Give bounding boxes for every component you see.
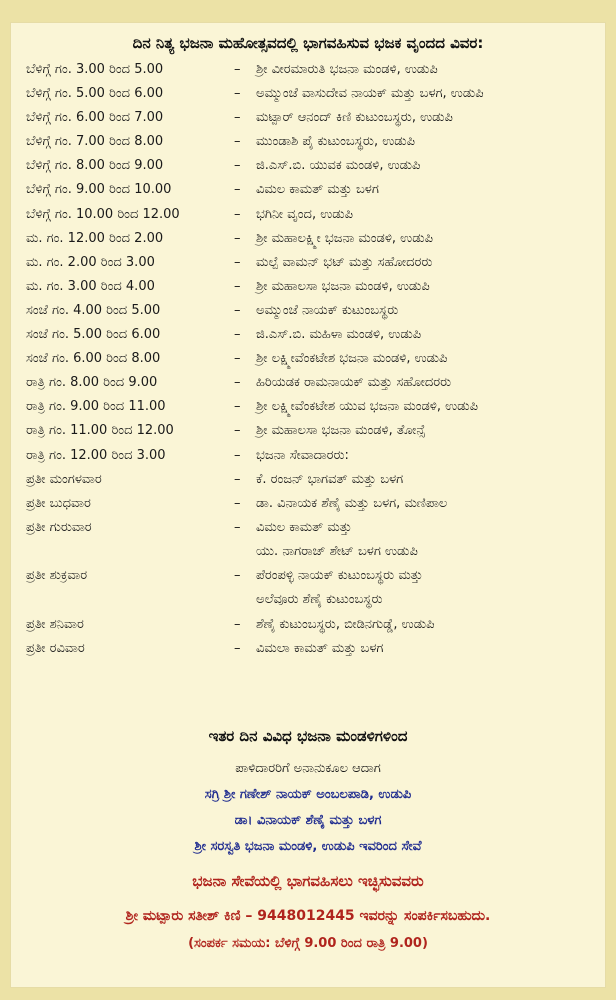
schedule-row bbox=[26, 639, 616, 663]
bhajan-group: ಮಟ್ಪಾರ್ ಆನಂದ್ ಕಿಣಿ ಕುಟುಂಬಸ್ಥರು, ಉಡುಪಿ bbox=[256, 110, 453, 126]
bhajan-group: ಜಿ.ಎಸ್.ಬಿ. ಮಹಿಳಾ ಮಂಡಳಿ, ಉಡುಪಿ bbox=[256, 327, 422, 343]
schedule-row bbox=[26, 205, 616, 229]
bhajan-group: ಶ್ರೀ ಮಹಾಲಕ್ಷ್ಮೀ ಭಜನಾ ಮಂಡಳಿ, ಉಡುಪಿ bbox=[256, 230, 433, 246]
schedule-row bbox=[26, 373, 616, 397]
time-slot: ರಾತ್ರಿ ಗಂ. 12.00 ರಿಂದ 3.00 bbox=[26, 447, 166, 463]
separator-dash: – bbox=[234, 182, 241, 198]
schedule-row bbox=[26, 325, 616, 349]
schedule-row bbox=[26, 108, 616, 132]
time-slot: ಬೆಳಿಗ್ಗೆ ಗಂ. 6.00 ರಿಂದ 7.00 bbox=[26, 110, 164, 126]
schedule-row bbox=[26, 421, 616, 445]
bhajan-group: ವಿಮಲಾ ಕಾಮತ್ ಮತ್ತು ಬಳಗ bbox=[256, 640, 384, 656]
bhajan-group: ಶೆಣೈ ಕುಟುಂಬಸ್ಥರು, ಬೀಡಿನಗುಡ್ಡೆ, ಉಡುಪಿ bbox=[256, 616, 435, 632]
separator-dash: – bbox=[234, 110, 241, 126]
bhajan-group: ಪೆರಂಪಳ್ಳಿ ನಾಯಕ್ ಕುಟುಂಬಸ್ಥರು ಮತ್ತು bbox=[256, 568, 423, 584]
schedule-row bbox=[26, 253, 616, 277]
time-slot: ಸಂಜೆ ಗಂ. 4.00 ರಿಂದ 5.00 bbox=[26, 302, 161, 318]
separator-dash: – bbox=[234, 302, 241, 318]
substitute-name-2: ಡಾ। ವಿನಾಯಕ್ ಶೆಣೈ ಮತ್ತು ಬಳಗ bbox=[234, 813, 382, 828]
separator-dash: – bbox=[234, 640, 241, 656]
schedule-row bbox=[26, 470, 616, 494]
page-title: ದಿನ ನಿತ್ಯ ಭಜನಾ ಮಹೋತ್ಸವದಲ್ಲಿ ಭಾಗವಹಿಸುವ ಭಜಕ ವೃಂದದ ವಿವರ: bbox=[132, 34, 484, 52]
separator-dash: – bbox=[234, 375, 241, 391]
bhajan-group: ಅಮ್ಮುಂಜೆ ನಾಯಕ್ ಕುಟುಂಬಸ್ಥರು bbox=[256, 302, 399, 318]
time-slot: ಬೆಳಿಗ್ಗೆ ಗಂ. 10.00 ರಿಂದ 12.00 bbox=[26, 206, 180, 222]
time-slot: ಪ್ರತೀ ಗುರುವಾರ bbox=[26, 519, 92, 535]
schedule-row bbox=[26, 84, 616, 108]
separator-dash: – bbox=[234, 62, 241, 77]
bhajan-group: ಡಾ. ವಿನಾಯಕ ಶೆಣೈ ಮತ್ತು ಬಳಗ, ಮಣಿಪಾಲ bbox=[256, 495, 448, 511]
time-slot: ಬೆಳಿಗ್ಗೆ ಗಂ. 9.00 ರಿಂದ 10.00 bbox=[26, 182, 172, 198]
bhajan-group-continued: ಅಲೆವೂರು ಶೆಣೈ ಕುಟುಂಬಸ್ಥರು bbox=[256, 592, 383, 608]
separator-dash: – bbox=[234, 447, 241, 463]
separator-dash: – bbox=[234, 471, 241, 487]
separator-dash: – bbox=[234, 254, 241, 270]
time-slot: ಪ್ರತೀ ಮಂಗಳವಾರ bbox=[26, 471, 102, 487]
time-slot: ಮ. ಗಂ. 2.00 ರಿಂದ 3.00 bbox=[26, 254, 155, 270]
schedule-row bbox=[26, 132, 616, 156]
separator-dash: – bbox=[234, 423, 241, 439]
schedule-row bbox=[26, 397, 616, 421]
separator-dash: – bbox=[234, 519, 241, 535]
separator-dash: – bbox=[234, 495, 241, 511]
schedule-row bbox=[26, 615, 616, 639]
separator-dash: – bbox=[234, 230, 241, 246]
bhajan-group: ಅಮ್ಮುಂಜೆ ವಾಸುದೇವ ನಾಯಕ್ ಮತ್ತು ಬಳಗ, ಉಡುಪಿ bbox=[256, 86, 484, 102]
time-slot: ಸಂಜೆ ಗಂ. 5.00 ರಿಂದ 6.00 bbox=[26, 327, 161, 343]
bhajan-group: ವಿಮಲ ಕಾಮತ್ ಮತ್ತು ಬಳಗ bbox=[256, 182, 379, 198]
substitute-note: ಪಾಳಿದಾರರಿಗೆ ಅನಾನುಕೂಲ ಆದಾಗ bbox=[235, 761, 381, 776]
bhajan-group: ಭಜನಾ ಸೇವಾದಾರರು: bbox=[256, 447, 349, 463]
time-slot: ಮ. ಗಂ. 12.00 ರಿಂದ 2.00 bbox=[26, 230, 164, 246]
substitute-name-1: ಸಗ್ರಿ ಶ್ರೀ ಗಣೇಶ್ ನಾಯಕ್ ಅಂಬಲಪಾಡಿ, ಉಡುಪಿ bbox=[204, 787, 412, 802]
time-slot: ಸಂಜೆ ಗಂ. 6.00 ರಿಂದ 8.00 bbox=[26, 351, 161, 367]
schedule-list bbox=[26, 60, 616, 663]
separator-dash: – bbox=[234, 616, 241, 632]
separator-dash: – bbox=[234, 134, 241, 150]
bhajan-group: ವಿಮಲ ಕಾಮತ್ ಮತ್ತು bbox=[256, 519, 352, 535]
bhajan-group: ಶ್ರೀ ಲಕ್ಷ್ಮೀವೆಂಕಟೇಶ ಯುವ ಭಜನಾ ಮಂಡಳಿ, ಉಡುಪಿ bbox=[256, 399, 478, 415]
schedule-row bbox=[26, 446, 616, 470]
time-slot: ಪ್ರತೀ ಶುಕ್ರವಾರ bbox=[26, 568, 88, 584]
schedule-row bbox=[26, 518, 616, 567]
bhajan-group: ಶ್ರೀ ವೀರಮಾರುತಿ ಭಜನಾ ಮಂಡಳಿ, ಉಡುಪಿ bbox=[256, 62, 438, 77]
schedule-row bbox=[26, 349, 616, 373]
other-days-heading: ಇತರ ದಿನ ವಿವಿಧ ಭಜನಾ ಮಂಡಳಿಗಳಿಂದ bbox=[208, 727, 408, 745]
separator-dash: – bbox=[234, 568, 241, 584]
bhajan-group: ಶ್ರೀ ಮಹಾಲಸಾ ಭಜನಾ ಮಂಡಳಿ, ಉಡುಪಿ bbox=[256, 278, 430, 294]
schedule-row bbox=[26, 229, 616, 253]
bhajan-group-continued: ಯು. ನಾಗರಾಜ್ ಶೇಟ್ ಬಳಗ ಉಡುಪಿ bbox=[256, 543, 418, 559]
bhajan-group: ಶ್ರೀ ಮಹಾಲಸಾ ಭಜನಾ ಮಂಡಳಿ, ತೋನ್ಸೆ bbox=[256, 423, 426, 439]
bhajan-group: ಶ್ರೀ ಲಕ್ಷ್ಮೀವೆಂಕಟೇಶ ಭಜನಾ ಮಂಡಳಿ, ಉಡುಪಿ bbox=[256, 351, 448, 367]
time-slot: ಮ. ಗಂ. 3.00 ರಿಂದ 4.00 bbox=[26, 278, 155, 294]
time-slot: ರಾತ್ರಿ ಗಂ. 11.00 ರಿಂದ 12.00 bbox=[26, 423, 174, 439]
separator-dash: – bbox=[234, 158, 241, 174]
schedule-row bbox=[26, 277, 616, 301]
bhajan-group: ಕೆ. ರಂಜನ್ ಭಾಗವತ್ ಮತ್ತು ಬಳಗ bbox=[256, 471, 404, 487]
bhajan-group: ಮುಂಡಾಶಿ ಪೈ ಕುಟುಂಬಸ್ಥರು, ಉಡುಪಿ bbox=[256, 134, 415, 150]
schedule-row bbox=[26, 494, 616, 518]
time-slot: ಬೆಳಿಗ್ಗೆ ಗಂ. 7.00 ರಿಂದ 8.00 bbox=[26, 134, 164, 150]
time-slot: ಪ್ರತೀ ಶನಿವಾರ bbox=[26, 616, 84, 632]
separator-dash: – bbox=[234, 206, 241, 222]
time-slot: ಪ್ರತೀ ಬುಧವಾರ bbox=[26, 495, 91, 511]
participation-heading: ಭಜನಾ ಸೇವೆಯಲ್ಲಿ ಭಾಗವಹಿಸಲು ಇಚ್ಛಿಸುವವರು bbox=[192, 872, 424, 890]
time-slot: ಪ್ರತೀ ರವಿವಾರ bbox=[26, 640, 85, 656]
schedule-row bbox=[26, 180, 616, 204]
separator-dash: – bbox=[234, 351, 241, 367]
time-slot: ಬೆಳಿಗ್ಗೆ ಗಂ. 8.00 ರಿಂದ 9.00 bbox=[26, 158, 164, 174]
time-slot: ಬೆಳಿಗ್ಗೆ ಗಂ. 5.00 ರಿಂದ 6.00 bbox=[26, 86, 164, 102]
separator-dash: – bbox=[234, 86, 241, 102]
schedule-row bbox=[26, 60, 616, 84]
separator-dash: – bbox=[234, 399, 241, 415]
separator-dash: – bbox=[234, 278, 241, 294]
time-slot: ರಾತ್ರಿ ಗಂ. 8.00 ರಿಂದ 9.00 bbox=[26, 375, 158, 391]
substitute-name-3: ಶ್ರೀ ಸರಸ್ವತಿ ಭಜನಾ ಮಂಡಳಿ, ಉಡುಪಿ ಇವರಿಂದ ಸೇವೆ bbox=[194, 839, 422, 854]
schedule-row bbox=[26, 156, 616, 180]
bhajan-group: ಹಿರಿಯಡಕ ರಾಮನಾಯಕ್ ಮತ್ತು ಸಹೋದರರು bbox=[256, 375, 452, 391]
bhajan-group: ಮಲ್ಪೆ ವಾಮನ್ ಭಟ್ ಮತ್ತು ಸಹೋದರರು bbox=[256, 254, 433, 270]
bhajan-group: ಜಿ.ಎಸ್.ಬಿ. ಯುವಕ ಮಂಡಳಿ, ಉಡುಪಿ bbox=[256, 158, 421, 174]
schedule-row bbox=[26, 566, 616, 615]
bhajan-group: ಭಗಿನೀ ವೃಂದ, ಉಡುಪಿ bbox=[256, 206, 354, 222]
contact-hours: (ಸಂಪರ್ಕ ಸಮಯ: ಬೆಳಿಗ್ಗೆ 9.00 ರಿಂದ ರಾತ್ರಿ 9.00) bbox=[188, 936, 428, 951]
time-slot: ರಾತ್ರಿ ಗಂ. 9.00 ರಿಂದ 11.00 bbox=[26, 399, 166, 415]
schedule-row bbox=[26, 301, 616, 325]
time-slot: ಬೆಳಿಗ್ಗೆ ಗಂ. 3.00 ರಿಂದ 5.00 bbox=[26, 62, 164, 77]
contact-line: ಶ್ರೀ ಮಟ್ಪಾರು ಸತೀಶ್ ಕಿಣಿ – 9448012445 ಇವರನ್ನು ಸಂಪರ್ಕಿಸಬಹುದು. bbox=[125, 908, 491, 924]
separator-dash: – bbox=[234, 327, 241, 343]
